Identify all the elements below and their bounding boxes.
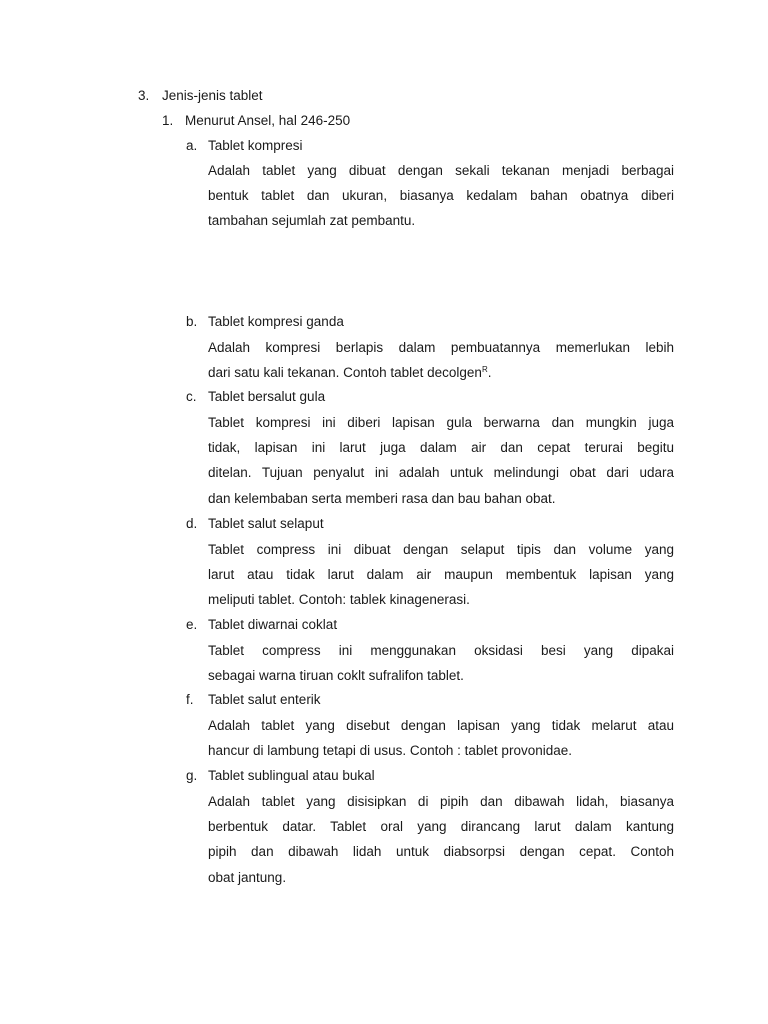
description-line: bentuk tablet dan ukuran, biasanya kedalam bahan obatnya diberi <box>208 188 674 204</box>
item-letter: d. <box>186 516 198 531</box>
registered-superscript: R <box>481 365 488 375</box>
item-description <box>208 537 674 613</box>
item-title: Tablet bersalut gula <box>208 389 326 404</box>
description-line: dari satu kali tekanan. Contoh tablet decolgen$^R$. <box>208 365 492 381</box>
item-title: Tablet salut selaput <box>208 516 324 531</box>
description-line: obat jantung. <box>208 869 287 885</box>
description-line: Adalah kompresi berlapis dalam pembuatannya memerlukan lebih <box>208 340 674 355</box>
section-number: 3. <box>138 88 150 103</box>
description-line: Adalah tablet yang disisipkan di pipih dan dibawah lidah, biasanya <box>208 794 674 809</box>
description-line: sebagai warna tiruan coklt sufralifon tablet. <box>208 668 464 684</box>
item-description <box>208 789 674 890</box>
item-description <box>208 713 674 763</box>
description-line: berbentuk datar. Tablet oral yang dirancang larut dalam kantung <box>208 819 674 835</box>
item-letter: g. <box>186 768 198 783</box>
description-line: Tablet compress ini menggunakan oksidasi besi yang dipakai <box>208 643 674 658</box>
item-description <box>208 410 674 511</box>
item-title: Tablet sublingual atau bukal <box>208 768 375 783</box>
item-description <box>208 158 674 234</box>
item-letter: a. <box>186 138 198 153</box>
description-line: ditelan. Tujuan penyalut ini adalah untuk melindungi obat dari udara <box>208 465 674 481</box>
description-line: Adalah tablet yang disebut dengan lapisan yang tidak melarut atau <box>208 718 674 733</box>
item-letter: b. <box>186 314 198 329</box>
item-title: Tablet salut enterik <box>208 692 321 707</box>
subsection-number: 1. <box>162 113 174 128</box>
section-title: Jenis-jenis tablet <box>162 88 263 103</box>
subsection-title: Menurut Ansel, hal 246-250 <box>185 113 351 128</box>
item-description <box>208 335 674 385</box>
description-line: Adalah tablet yang dibuat dengan sekali tekanan menjadi berbagai <box>208 163 674 178</box>
description-line: tidak, lapisan ini larut juga dalam air dan cepat terurai begitu <box>208 440 674 456</box>
item-title: Tablet kompresi <box>208 138 303 153</box>
description-line: Tablet kompresi ini diberi lapisan gula berwarna dan mungkin juga <box>208 415 674 430</box>
description-line: pipih dan dibawah lidah untuk diabsorpsi dengan cepat. Contoh <box>208 844 674 860</box>
description-line: tambahan sejumlah zat pembantu. <box>208 213 416 229</box>
description-line: Tablet compress ini dibuat dengan selaput tipis dan volume yang <box>208 542 674 557</box>
item-title: Tablet diwarnai coklat <box>208 617 338 632</box>
item-description <box>208 638 674 688</box>
item-letter: f. <box>186 692 194 707</box>
description-line: larut atau tidak larut dalam air maupun membentuk lapisan yang <box>208 567 674 583</box>
item-letter: c. <box>186 389 197 404</box>
item-letter: e. <box>186 617 198 632</box>
description-line: hancur di lambung tetapi di usus. Contoh : tablet provonidae. <box>208 743 572 759</box>
item-title: Tablet kompresi ganda <box>208 314 344 329</box>
description-line: dan kelembaban serta memberi rasa dan bau bahan obat. <box>208 490 556 506</box>
description-line: meliputi tablet. Contoh: tablek kinagenerasi. <box>208 592 470 608</box>
